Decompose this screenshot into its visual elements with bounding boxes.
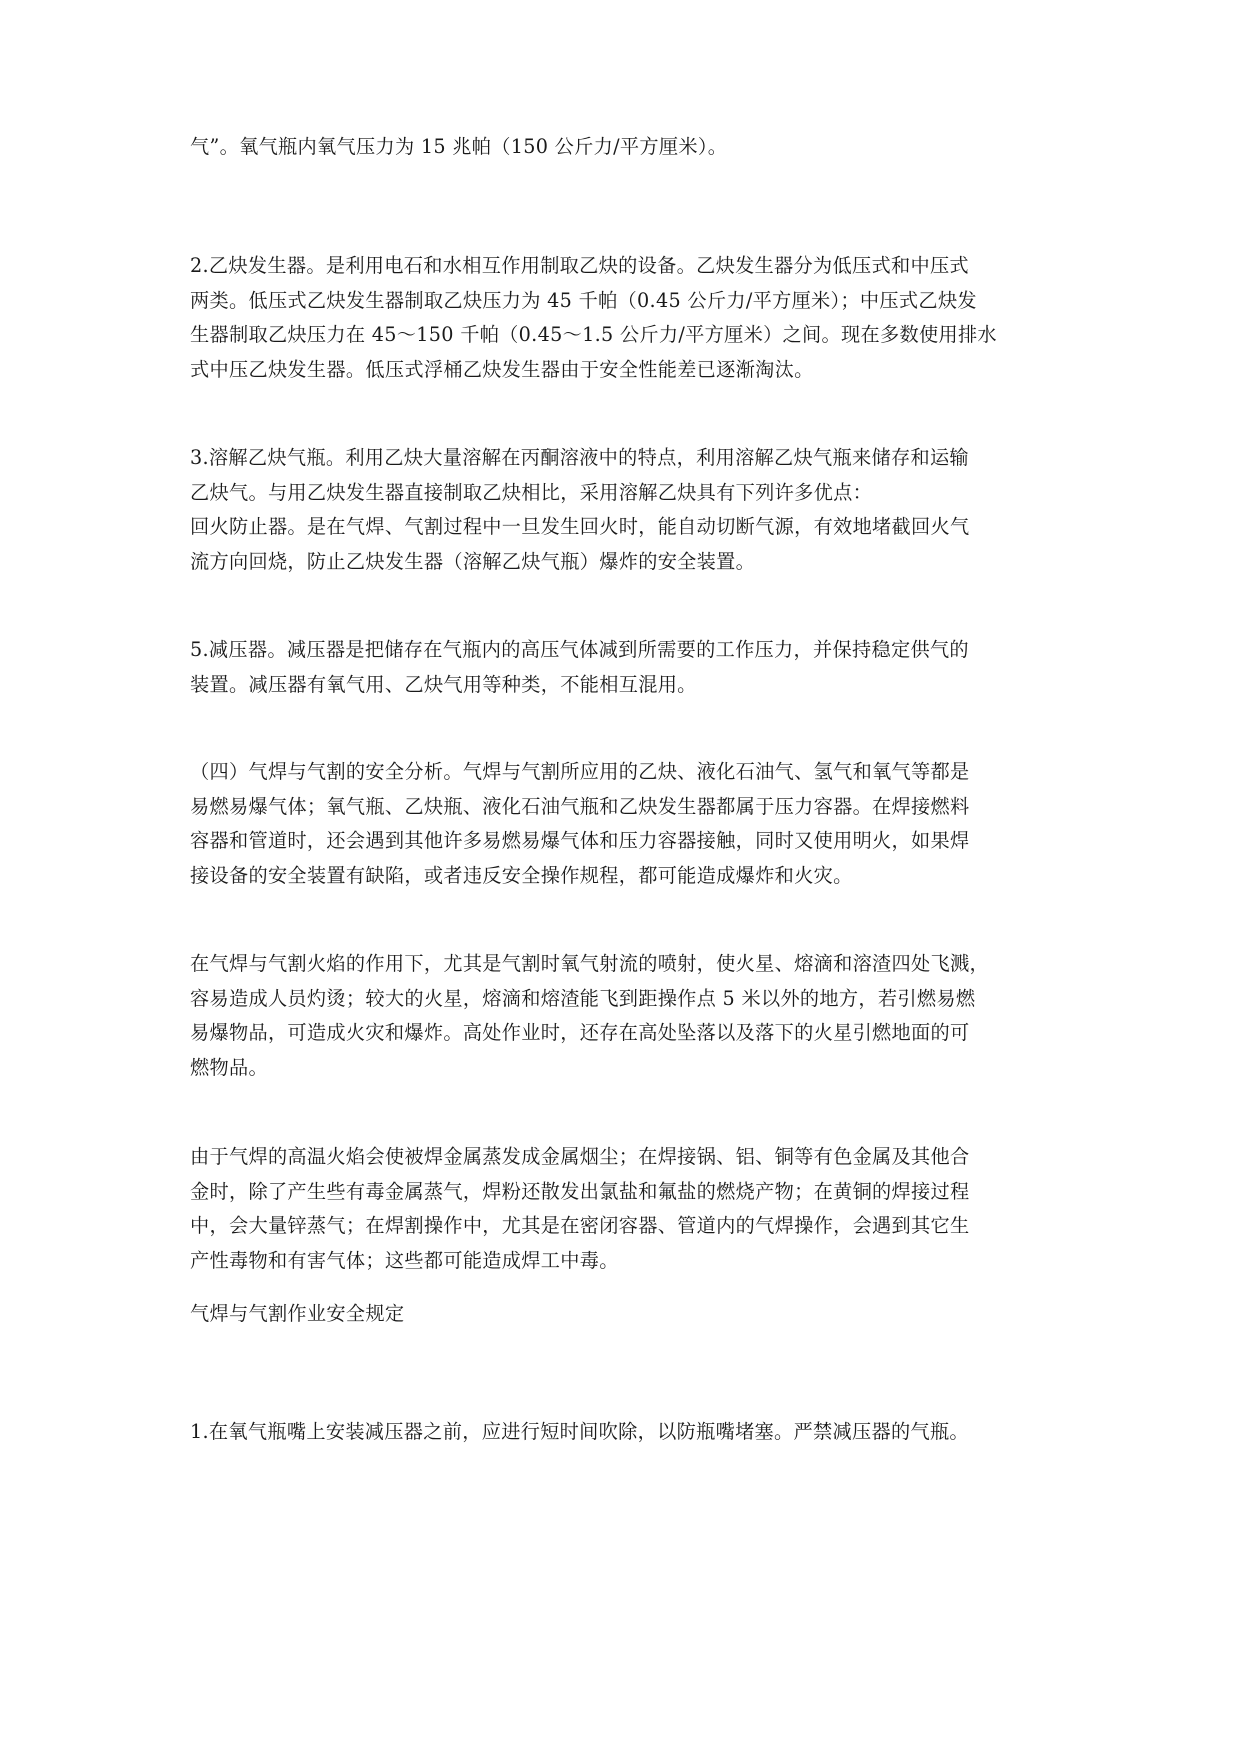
text-line: 在气焊与气割火焰的作用下，尤其是气割时氧气射流的喷射，使火星、熔滴和溶渣四处飞溅， bbox=[190, 952, 989, 975]
text-line: 气焊与气割作业安全规定 bbox=[190, 1302, 405, 1325]
paragraph-poisoning-hazards bbox=[190, 1140, 1062, 1278]
text-line: 燃物品。 bbox=[190, 1055, 268, 1079]
text-line: 式中压乙炔发生器。低压式浮桶乙炔发生器由于安全性能差已逐渐淘汰。 bbox=[190, 357, 814, 381]
text-line: 乙炔气。与用乙炔发生器直接制取乙炔相比，采用溶解乙炔具有下列许多优点： bbox=[190, 480, 873, 504]
text-line: 气”。氧气瓶内氧气压力为 15 兆帕（150 公斤力/平方厘米）。 bbox=[190, 135, 728, 158]
text-line: 容器和管道时，还会遇到其他许多易燃易爆气体和压力容器接触，同时又使用明火，如果焊 bbox=[190, 829, 970, 852]
section-heading-safety-rules bbox=[190, 1297, 1062, 1332]
text-line: 生器制取乙炔压力在 45～150 千帕（0.45～1.5 公斤力/平方厘米）之间。现在多数使用排水 bbox=[190, 323, 997, 346]
text-line: 3.溶解乙炔气瓶。利用乙炔大量溶解在丙酮溶液中的特点，利用溶解乙炔气瓶来储存和运输 bbox=[190, 446, 969, 469]
text-line: 中，会大量锌蒸气；在焊割操作中，尤其是在密闭容器、管道内的气焊操作，会遇到其它生 bbox=[190, 1214, 970, 1237]
text-line: 两类。低压式乙炔发生器制取乙炔压力为 45 千帕（0.45 公斤力/平方厘米）；中压式乙炔发 bbox=[190, 288, 977, 312]
text-line: 装置。减压器有氧气用、乙炔气用等种类，不能相互混用。 bbox=[190, 672, 697, 696]
text-line: 2.乙炔发生器。是利用电石和水相互作用制取乙炔的设备。乙炔发生器分为低压式和中压式 bbox=[190, 254, 969, 277]
text-line: 易燃易爆气体；氧气瓶、乙炔瓶、液化石油气瓶和乙炔发生器都属于压力容器。在焊接燃料 bbox=[190, 794, 970, 818]
text-line: 金时，除了产生些有毒金属蒸气，焊粉还散发出氯盐和氟盐的燃烧产物；在黄铜的焊接过程 bbox=[190, 1179, 970, 1203]
paragraph-dissolved-acetylene-cylinder bbox=[190, 441, 1062, 579]
paragraph-acetylene-generator bbox=[190, 249, 1062, 387]
text-line: 易爆物品，可造成火灾和爆炸。高处作业时，还存在高处坠落以及落下的火星引燃地面的可 bbox=[190, 1021, 970, 1044]
text-line: 容易造成人员灼烫；较大的火星，熔滴和熔渣能飞到距操作点 5 米以外的地方，若引燃易燃 bbox=[190, 986, 976, 1010]
paragraph-rule-1 bbox=[190, 1415, 1062, 1450]
text-line: 流方向回烧，防止乙炔发生器（溶解乙炔气瓶）爆炸的安全装置。 bbox=[190, 549, 756, 573]
text-line: 5.减压器。减压器是把储存在气瓶内的高压气体减到所需要的工作压力，并保持稳定供气的 bbox=[190, 638, 969, 661]
text-line: 回火防止器。是在气焊、气割过程中一旦发生回火时，能自动切断气源，有效地堵截回火气 bbox=[190, 515, 970, 538]
text-line: （四）气焊与气割的安全分析。气焊与气割所应用的乙炔、液化石油气、氢气和氧气等都是 bbox=[190, 760, 970, 783]
text-line: 接设备的安全装置有缺陷，或者违反安全操作规程，都可能造成爆炸和火灾。 bbox=[190, 863, 853, 887]
text-line: 1.在氧气瓶嘴上安装减压器之前，应进行短时间吹除，以防瓶嘴堵塞。严禁减压器的气瓶。 bbox=[190, 1420, 969, 1443]
paragraph-oxygen-cylinder-pressure bbox=[190, 130, 1062, 165]
paragraph-safety-analysis bbox=[190, 755, 1062, 893]
paragraph-flame-hazards bbox=[190, 947, 1062, 1085]
text-line: 由于气焊的高温火焰会使被焊金属蒸发成金属烟尘；在焊接锅、铝、铜等有色金属及其他合 bbox=[190, 1145, 970, 1168]
paragraph-pressure-reducer bbox=[190, 633, 1062, 702]
text-line: 产性毒物和有害气体；这些都可能造成焊工中毒。 bbox=[190, 1248, 619, 1272]
